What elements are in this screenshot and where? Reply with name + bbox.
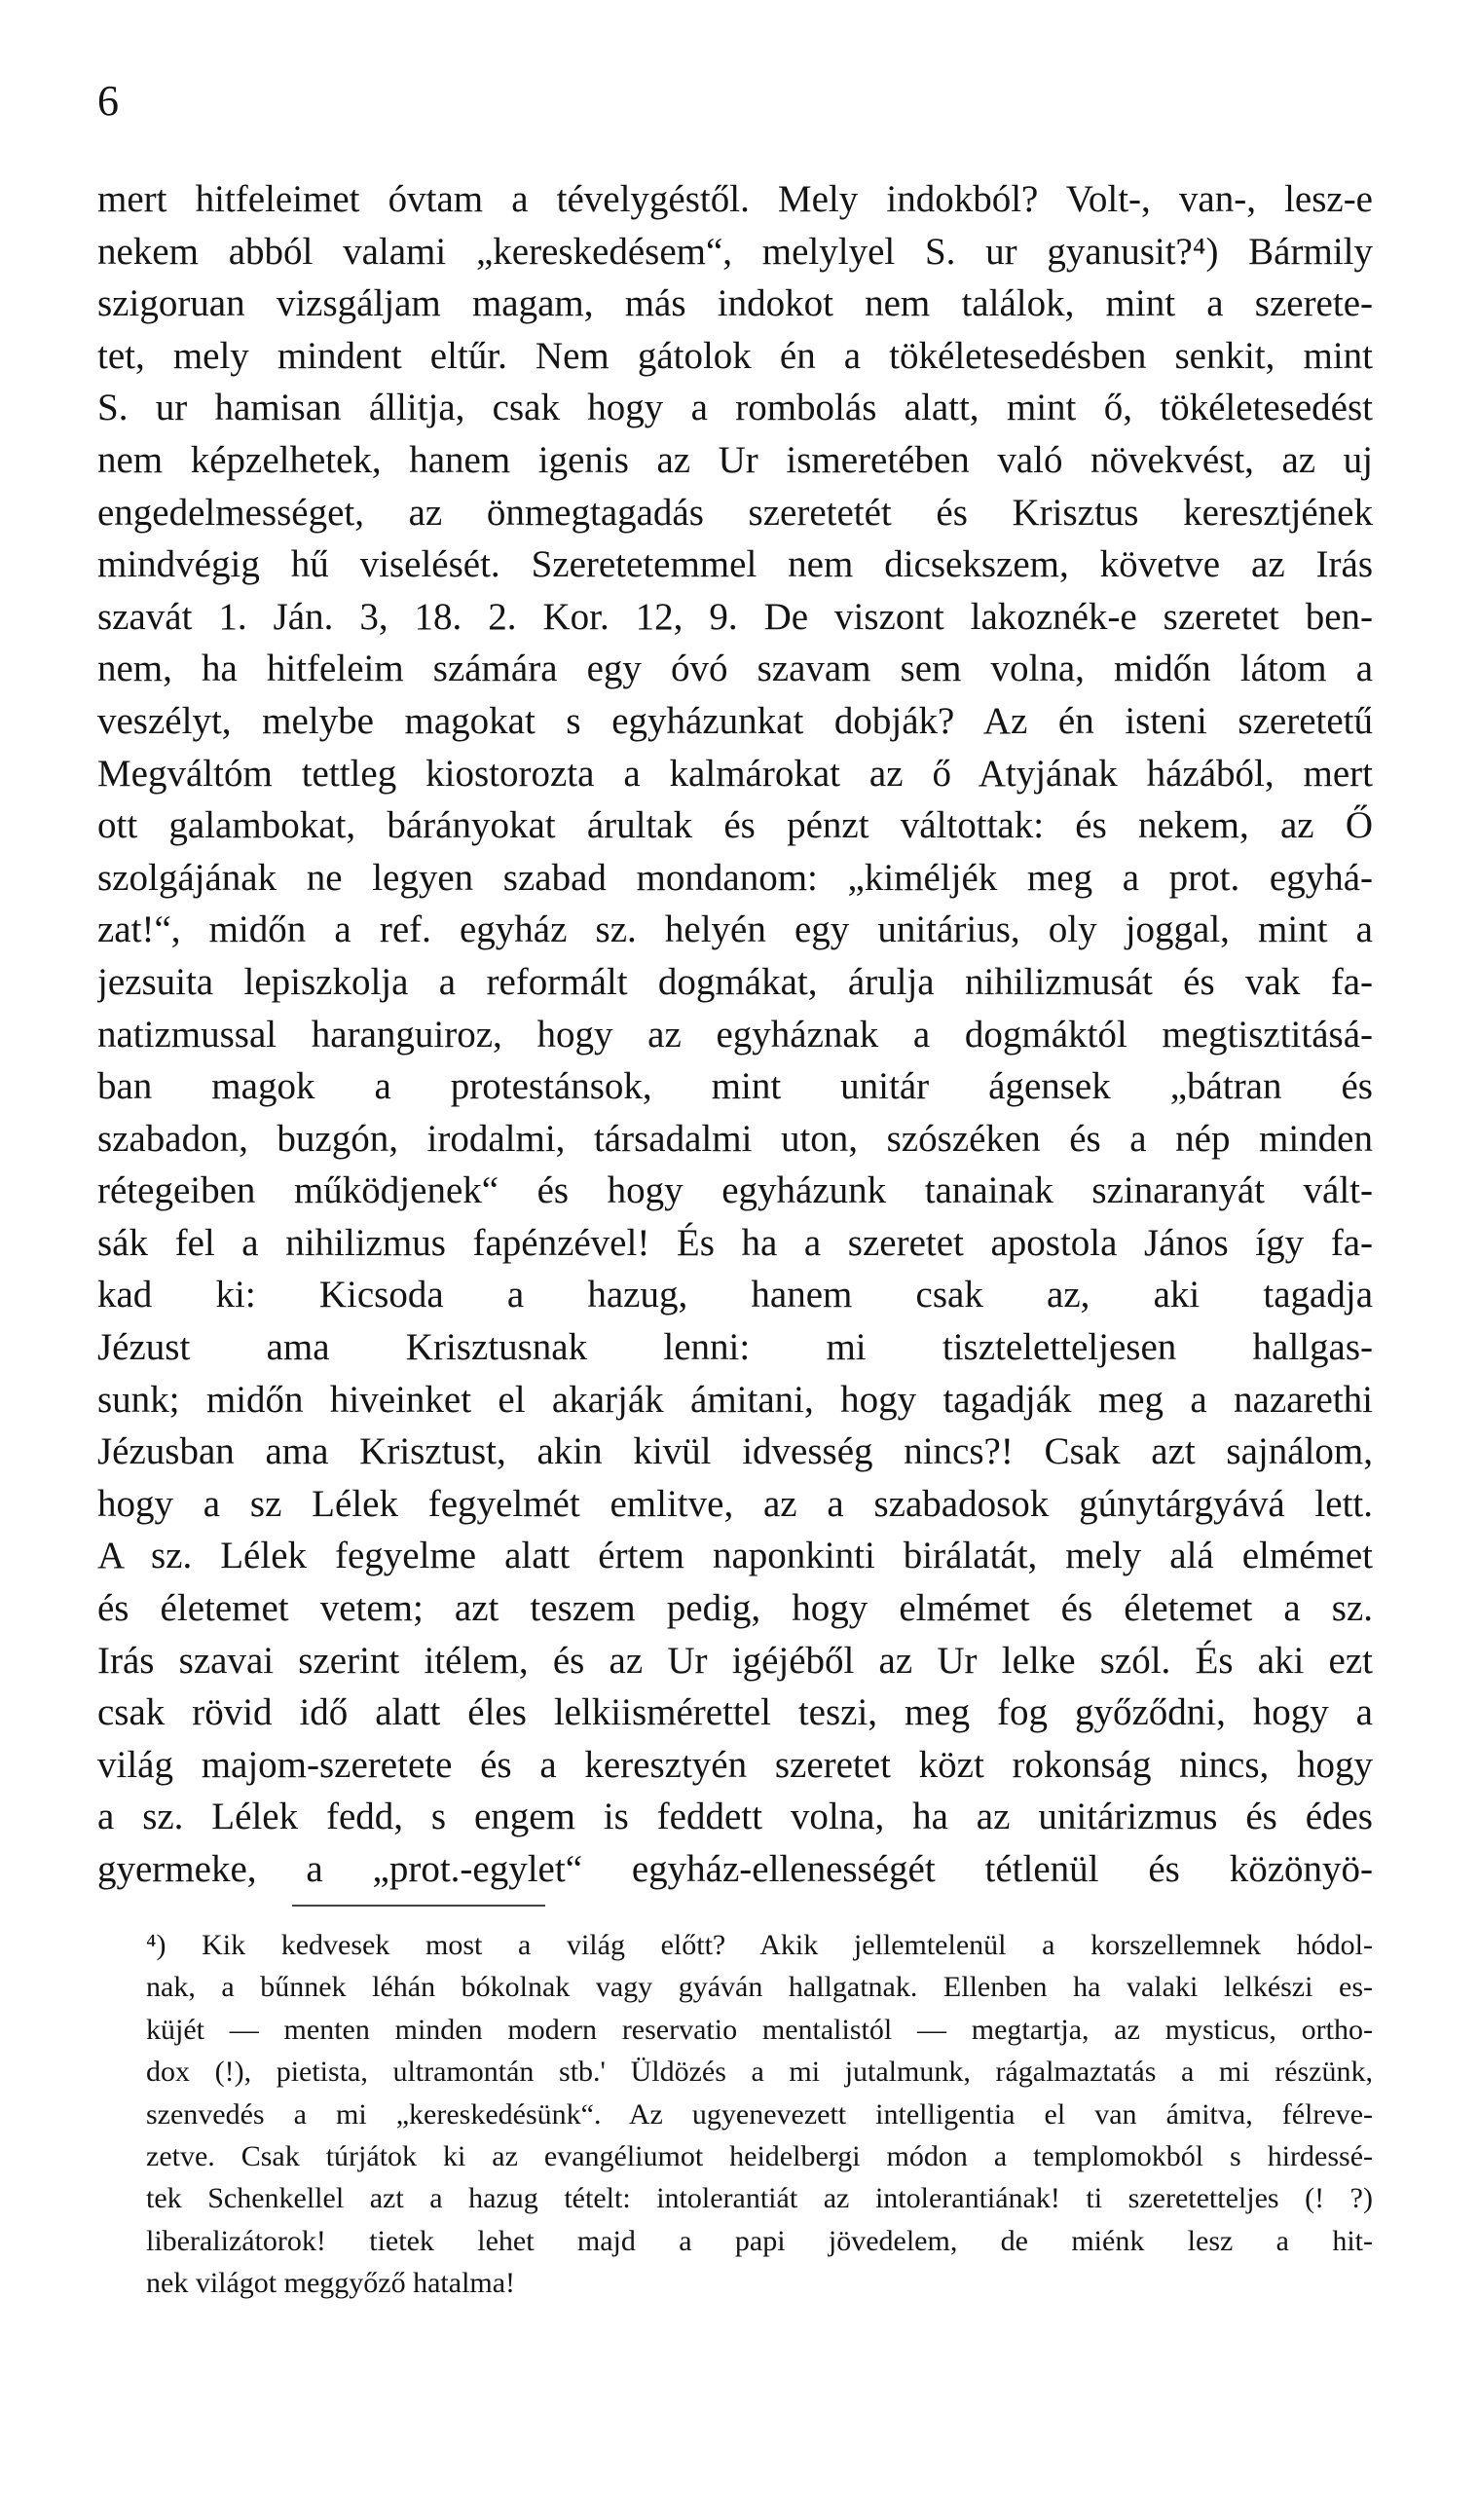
footnote bbox=[146, 1924, 1373, 2305]
body-line: kad ki: Kicsoda a hazug, hanem csak az, aki tagadja bbox=[97, 1274, 1373, 1316]
body-line: sák fel a nihilizmus fapénzével! És ha a szeretet apostola János így fa- bbox=[97, 1221, 1373, 1264]
body-line: világ majom-szeretete és a keresztyén szeretet közt rokonság nincs, hogy bbox=[97, 1743, 1373, 1786]
body-line: S. ur hamisan állitja, csak hogy a rombolás alatt, mint ő, tökéletesedést bbox=[97, 387, 1373, 429]
body-line: szolgájának ne legyen szabad mondanom: „kiméljék meg a prot. egyhá- bbox=[97, 856, 1373, 899]
body-line: mindvégig hű viselését. Szeretetemmel nem dicsekszem, követve az Irás bbox=[97, 543, 1373, 586]
body-line: nem, ha hitfeleim számára egy óvó szavam sem volna, midőn látom a bbox=[97, 648, 1373, 690]
footnote-line: tek Schenkellel azt a hazug tételt: intolerantiát az intolerantiának! ti szeretetteljes (! ?) bbox=[146, 2182, 1373, 2215]
body-line: szabadon, buzgón, irodalmi, társadalmi uton, szószéken és a nép minden bbox=[97, 1117, 1373, 1160]
body-line: natizmussal haranguiroz, hogy az egyháznak a dogmáktól megtisztitásá- bbox=[97, 1013, 1373, 1056]
body-line: Irás szavai szerint itélem, és az Ur igéjéből az Ur lelke szól. És aki ezt bbox=[97, 1639, 1373, 1682]
body-line: rétegeiben működjenek“ és hogy egyházunk tanainak szinaranyát vált- bbox=[97, 1169, 1373, 1212]
body-text bbox=[97, 173, 1373, 1896]
body-line: gyermeke, a „prot.-egylet“ egyház-ellenességét tétlenül és közönyö- bbox=[97, 1848, 1373, 1890]
body-line: veszélyt, melybe magokat s egyházunkat dobják? Az én isteni szeretetű bbox=[97, 699, 1373, 742]
body-line: a sz. Lélek fedd, s engem is feddett volna, ha az unitárizmus és édes bbox=[97, 1796, 1373, 1838]
body-line: Jézust ama Krisztusnak lenni: mi tiszteletteljesen hallgas- bbox=[97, 1326, 1373, 1369]
footnote-line: küjét — menten minden modern reservatio mentalistól — megtartja, az mysticus, ortho- bbox=[146, 2013, 1373, 2046]
body-line: mert hitfeleimet óvtam a tévelygéstől. Mely indokból? Volt-, van-, lesz-e bbox=[97, 178, 1373, 220]
footnote-line: nak, a bűnnek léhán bókolnak vagy gyáván hallgatnak. Ellenben ha valaki lelkészi es- bbox=[146, 1971, 1373, 2004]
body-line: csak rövid idő alatt éles lelkiismérettel teszi, meg fog győződni, hogy a bbox=[97, 1691, 1373, 1734]
body-line: engedelmességet, az önmegtagadás szeretetét és Krisztus keresztjének bbox=[97, 491, 1373, 534]
body-line: tet, mely mindent eltűr. Nem gátolok én a tökéletesedésben senkit, mint bbox=[97, 334, 1373, 377]
body-line: A sz. Lélek fegyelme alatt értem naponkinti birálatát, mely alá elmémet bbox=[97, 1535, 1373, 1577]
body-line: nem képzelhetek, hanem igenis az Ur ismeretében való növekvést, az uj bbox=[97, 438, 1373, 481]
footnote-line: szenvedés a mi „kereskedésünk“. Az ugyenevezett intelligentia el van ámitva, félreve- bbox=[146, 2097, 1373, 2131]
body-line: és életemet vetem; azt teszem pedig, hogy elmémet és életemet a sz. bbox=[97, 1587, 1373, 1630]
footnote-line: liberalizátorok! tietek lehet majd a papi jövedelem, de miénk lesz a hit- bbox=[146, 2224, 1373, 2257]
body-line: ott galambokat, bárányokat árultak és pénzt váltottak: és nekem, az Ő bbox=[97, 804, 1373, 847]
page-number: 6 bbox=[97, 77, 119, 125]
footnote-line: ⁴) Kik kedvesek most a világ előtt? Akik jellemtelenül a korszellemnek hódol- bbox=[146, 1929, 1373, 1961]
footnote-line: nek világot meggyőző hatalma! bbox=[146, 2267, 516, 2300]
body-line: nekem abból valami „kereskedésem“, melylyel S. ur gyanusit?⁴) Bármily bbox=[97, 230, 1373, 273]
footnote-line: dox (!), pietista, ultramontán stb.' Üldözés a mi jutalmunk, rágalmaztatás a mi részünk, bbox=[146, 2056, 1373, 2089]
body-line: zat!“, midőn a ref. egyház sz. helyén egy unitárius, oly joggal, mint a bbox=[97, 908, 1373, 951]
body-line: Megváltóm tettleg kiostorozta a kalmárokat az ő Atyjának házából, mert bbox=[97, 752, 1373, 795]
body-line: szigoruan vizsgáljam magam, más indokot nem találok, mint a szerete- bbox=[97, 282, 1373, 325]
body-line: sunk; midőn hiveinket el akarják ámitani, hogy tagadják meg a nazarethi bbox=[97, 1378, 1373, 1421]
footnote-line: zetve. Csak túrjátok ki az evangéliumot heidelbergi módon a templomokból s hirdessé- bbox=[146, 2139, 1373, 2172]
body-line: Jézusban ama Krisztust, akin kivül idvesség nincs?! Csak azt sajnálom, bbox=[97, 1430, 1373, 1473]
body-line: hogy a sz Lélek fegyelmét emlitve, az a szabadosok gúnytárgyává lett. bbox=[97, 1482, 1373, 1525]
body-line: ban magok a protestánsok, mint unitár ágensek „bátran és bbox=[97, 1065, 1373, 1108]
body-line: szavát 1. Ján. 3, 18. 2. Kor. 12, 9. De viszont lakoznék-e szeretet ben- bbox=[97, 595, 1373, 638]
body-line: jezsuita lepiszkolja a reformált dogmákat, árulja nihilizmusát és vak fa- bbox=[97, 960, 1373, 1003]
footnote-divider bbox=[292, 1905, 545, 1907]
